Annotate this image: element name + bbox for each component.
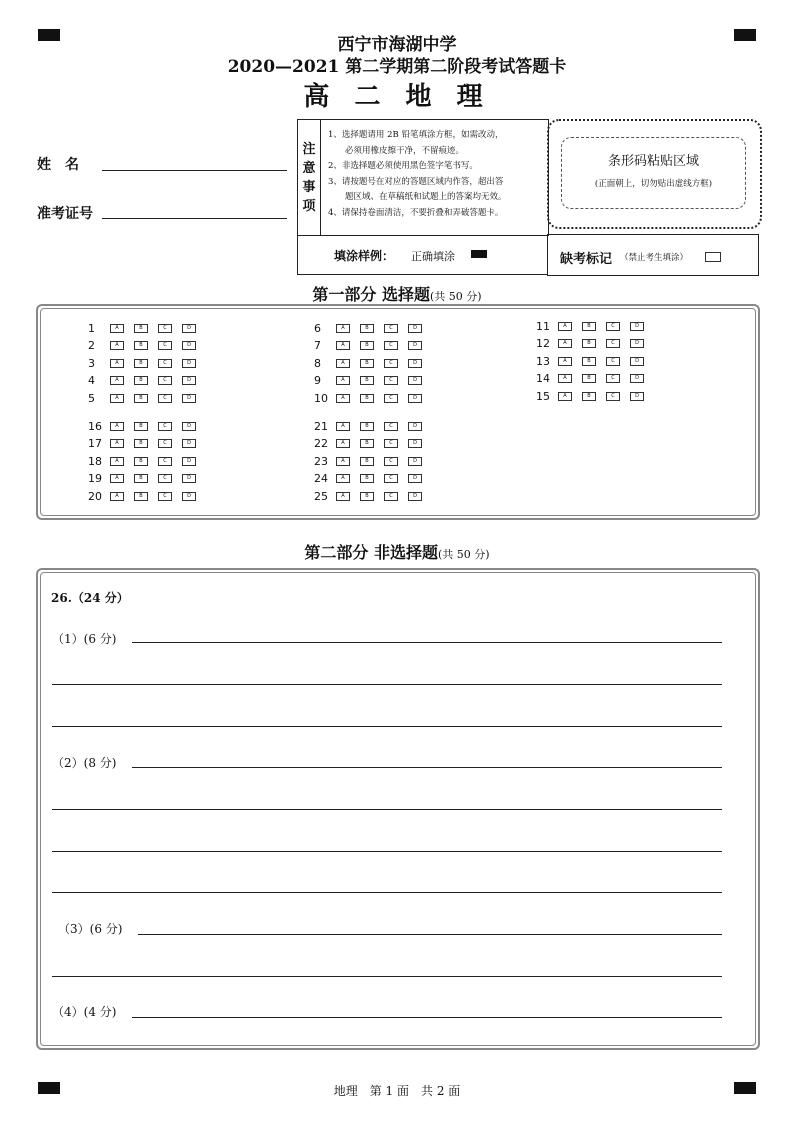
question-number: 8 <box>314 356 321 370</box>
option-bubble-a[interactable]: A <box>336 422 350 431</box>
name-field[interactable] <box>102 169 287 171</box>
option-bubble-d[interactable]: D <box>408 394 422 403</box>
question-number: 12 <box>536 337 550 350</box>
question-number: 17 <box>88 437 102 450</box>
choice-question-row <box>314 418 432 434</box>
choice-question-row <box>314 390 432 406</box>
option-bubble-d[interactable]: D <box>408 341 422 350</box>
option-bubble-a[interactable]: A <box>110 359 124 368</box>
option-bubble-b[interactable]: B <box>360 474 374 483</box>
option-bubble-c[interactable]: C <box>606 339 620 348</box>
choice-question-row <box>314 488 432 504</box>
question-number: 19 <box>88 472 102 485</box>
question-number: 1 <box>88 321 95 335</box>
option-bubble-d[interactable]: D <box>408 422 422 431</box>
question-number: 7 <box>314 339 321 352</box>
question-number: 13 <box>536 354 550 368</box>
option-bubble-d[interactable]: D <box>182 324 196 333</box>
option-bubble-a[interactable]: A <box>336 457 350 466</box>
option-bubble-b[interactable]: B <box>360 422 374 431</box>
option-bubble-a[interactable]: A <box>110 376 124 385</box>
option-bubble-c[interactable]: C <box>158 457 172 466</box>
answer-line[interactable] <box>52 976 722 977</box>
option-bubble-c[interactable]: C <box>384 422 398 431</box>
option-bubble-a[interactable]: A <box>336 474 350 483</box>
option-bubble-a[interactable]: A <box>336 341 350 350</box>
question-number: 11 <box>536 319 550 333</box>
option-bubble-d[interactable]: D <box>630 339 644 348</box>
option-bubble-b[interactable]: B <box>360 439 374 448</box>
option-bubble-d[interactable]: D <box>408 474 422 483</box>
choice-question-row <box>88 338 206 354</box>
option-bubble-b[interactable]: B <box>360 324 374 333</box>
question-number: 10 <box>314 391 328 405</box>
choice-question-row <box>88 355 206 371</box>
absent-checkbox[interactable] <box>705 252 721 262</box>
option-bubble-c[interactable]: C <box>606 357 620 366</box>
question-number: 23 <box>314 454 328 468</box>
option-bubble-d[interactable]: D <box>182 492 196 501</box>
option-bubble-d[interactable]: D <box>182 439 196 448</box>
subject-title: 高 二 地 理 <box>303 82 491 112</box>
option-bubble-c[interactable]: C <box>384 376 398 385</box>
absent-mark-box: 缺考标记 （禁止考生填涂） <box>547 234 759 276</box>
choice-question-row <box>314 436 432 452</box>
choice-question-row <box>314 471 432 487</box>
answer-line[interactable] <box>52 809 722 810</box>
choice-question-row <box>536 336 654 352</box>
question-number: 4 <box>88 374 95 387</box>
option-bubble-a[interactable]: A <box>558 339 572 348</box>
choice-question-row <box>536 353 654 369</box>
option-bubble-c[interactable]: C <box>158 324 172 333</box>
q26-part3-label: （3）(6 分) <box>58 922 123 936</box>
option-bubble-d[interactable]: D <box>408 439 422 448</box>
option-bubble-b[interactable]: B <box>360 341 374 350</box>
choice-question-row <box>314 338 432 354</box>
option-bubble-b[interactable]: B <box>134 422 148 431</box>
id-field[interactable] <box>102 217 287 219</box>
option-bubble-c[interactable]: C <box>606 374 620 383</box>
option-bubble-a[interactable]: A <box>336 324 350 333</box>
fill-sample-box: 填涂样例： 正确填涂 <box>297 234 548 275</box>
option-bubble-b[interactable]: B <box>134 341 148 350</box>
option-bubble-b[interactable]: B <box>582 374 596 383</box>
question-number: 2 <box>88 339 95 352</box>
answer-line[interactable] <box>52 892 722 893</box>
section1-title: 第一部分 选择题(共 50 分) <box>312 285 482 304</box>
option-bubble-a[interactable]: A <box>558 357 572 366</box>
option-bubble-c[interactable]: C <box>158 394 172 403</box>
question-number: 14 <box>536 372 550 385</box>
question-number: 15 <box>536 389 550 403</box>
barcode-inner: 条形码粘贴区域 (正面朝上，切勿贴出虚线方框) <box>561 137 746 209</box>
question-number: 5 <box>88 391 95 405</box>
option-bubble-d[interactable]: D <box>408 457 422 466</box>
choice-question-row <box>88 453 206 469</box>
option-bubble-b[interactable]: B <box>134 324 148 333</box>
option-bubble-d[interactable]: D <box>408 324 422 333</box>
option-bubble-c[interactable]: C <box>158 439 172 448</box>
choice-question-row <box>88 390 206 406</box>
option-bubble-a[interactable]: A <box>336 394 350 403</box>
q26-part4-label: （4）(4 分) <box>52 1005 117 1019</box>
choice-question-row <box>536 371 654 387</box>
option-bubble-c[interactable]: C <box>158 422 172 431</box>
school-name: 西宁市海湖中学 <box>337 35 457 55</box>
option-bubble-a[interactable]: A <box>336 376 350 385</box>
option-bubble-a[interactable]: A <box>336 439 350 448</box>
notice-text: 1、选择题请用 2B 铅笔填涂方框，如需改动， 必须用橡皮擦干净，不留痕迹。 2、非选择题必须使用黑色签字笔书写。 3、请按题号在对应的答题区域内作答，超出答 题区域、在草稿纸和试题上的答案均无效。 4、请保持卷面清洁，不要折叠和弄破答题卡。 <box>328 130 507 218</box>
answer-line[interactable] <box>52 851 722 852</box>
answer-line[interactable] <box>52 726 722 727</box>
question-number: 16 <box>88 419 102 433</box>
option-bubble-c[interactable]: C <box>158 376 172 385</box>
option-bubble-c[interactable]: C <box>384 457 398 466</box>
option-bubble-c[interactable]: C <box>158 359 172 368</box>
option-bubble-b[interactable]: B <box>360 457 374 466</box>
option-bubble-a[interactable]: A <box>558 374 572 383</box>
choice-question-row <box>314 355 432 371</box>
option-bubble-c[interactable]: C <box>384 394 398 403</box>
option-bubble-b[interactable]: B <box>582 392 596 401</box>
answer-line[interactable] <box>52 684 722 685</box>
choice-question-row <box>536 318 654 334</box>
answer-line[interactable] <box>132 767 722 768</box>
option-bubble-c[interactable]: C <box>384 439 398 448</box>
id-label: 准考证号 <box>37 206 93 222</box>
option-bubble-d[interactable]: D <box>182 359 196 368</box>
option-bubble-d[interactable]: D <box>630 392 644 401</box>
option-bubble-b[interactable]: B <box>582 357 596 366</box>
choice-question-row <box>314 320 432 336</box>
option-bubble-c[interactable]: C <box>384 341 398 350</box>
option-bubble-c[interactable]: C <box>158 492 172 501</box>
q26-title: 26.（24 分） <box>51 591 129 605</box>
option-bubble-a[interactable]: A <box>110 324 124 333</box>
answer-line[interactable] <box>138 934 722 935</box>
notice-box <box>297 119 549 236</box>
option-bubble-c[interactable]: C <box>158 341 172 350</box>
choice-question-row <box>314 373 432 389</box>
section2-title: 第二部分 非选择题(共 50 分) <box>304 543 490 562</box>
option-bubble-a[interactable]: A <box>558 322 572 331</box>
option-bubble-d[interactable]: D <box>182 394 196 403</box>
option-bubble-d[interactable]: D <box>182 376 196 385</box>
question-number: 21 <box>314 419 328 433</box>
option-bubble-b[interactable]: B <box>134 439 148 448</box>
option-bubble-c[interactable]: C <box>384 474 398 483</box>
option-bubble-c[interactable]: C <box>384 324 398 333</box>
option-bubble-c[interactable]: C <box>384 492 398 501</box>
choice-question-row <box>88 320 206 336</box>
option-bubble-a[interactable]: A <box>110 422 124 431</box>
choice-question-row <box>536 388 654 404</box>
option-bubble-d[interactable]: D <box>182 474 196 483</box>
answer-line[interactable] <box>132 1017 722 1018</box>
option-bubble-b[interactable]: B <box>360 492 374 501</box>
filled-sample-mark <box>471 250 487 258</box>
option-bubble-d[interactable]: D <box>182 422 196 431</box>
option-bubble-a[interactable]: A <box>336 492 350 501</box>
question-number: 18 <box>88 454 102 468</box>
choice-question-row <box>88 418 206 434</box>
choice-question-row <box>88 471 206 487</box>
choice-question-row <box>88 373 206 389</box>
option-bubble-b[interactable]: B <box>360 376 374 385</box>
question-number: 20 <box>88 489 102 503</box>
option-bubble-d[interactable]: D <box>182 341 196 350</box>
question-number: 25 <box>314 489 328 503</box>
option-bubble-d[interactable]: D <box>408 359 422 368</box>
option-bubble-b[interactable]: B <box>134 457 148 466</box>
option-bubble-c[interactable]: C <box>606 322 620 331</box>
option-bubble-c[interactable]: C <box>606 392 620 401</box>
option-bubble-a[interactable]: A <box>110 439 124 448</box>
option-bubble-d[interactable]: D <box>630 357 644 366</box>
q26-part1-label: （1）(6 分) <box>52 632 117 646</box>
option-bubble-d[interactable]: D <box>182 457 196 466</box>
option-bubble-b[interactable]: B <box>360 394 374 403</box>
option-bubble-a[interactable]: A <box>110 492 124 501</box>
option-bubble-a[interactable]: A <box>558 392 572 401</box>
choice-question-row <box>314 453 432 469</box>
question-number: 3 <box>88 356 95 370</box>
option-bubble-a[interactable]: A <box>110 474 124 483</box>
option-bubble-d[interactable]: D <box>408 376 422 385</box>
option-bubble-b[interactable]: B <box>134 474 148 483</box>
option-bubble-a[interactable]: A <box>110 394 124 403</box>
answer-line[interactable] <box>132 642 722 643</box>
option-bubble-a[interactable]: A <box>110 457 124 466</box>
option-bubble-b[interactable]: B <box>134 376 148 385</box>
name-label: 姓 名 <box>37 157 79 173</box>
option-bubble-c[interactable]: C <box>384 359 398 368</box>
option-bubble-b[interactable]: B <box>134 394 148 403</box>
choice-question-row <box>88 488 206 504</box>
question-number: 9 <box>314 374 321 387</box>
option-bubble-b[interactable]: B <box>360 359 374 368</box>
option-bubble-c[interactable]: C <box>158 474 172 483</box>
option-bubble-d[interactable]: D <box>630 374 644 383</box>
option-bubble-a[interactable]: A <box>110 341 124 350</box>
q26-part2-label: （2）(8 分) <box>52 756 117 770</box>
question-number: 24 <box>314 472 328 485</box>
notice-heading: 注 意 事 项 <box>298 120 321 235</box>
question-number: 22 <box>314 437 328 450</box>
barcode-area <box>547 119 762 229</box>
option-bubble-d[interactable]: D <box>630 322 644 331</box>
option-bubble-b[interactable]: B <box>582 339 596 348</box>
option-bubble-b[interactable]: B <box>134 359 148 368</box>
page-footer: 地理 第 1 面 共 2 面 <box>333 1084 461 1098</box>
option-bubble-d[interactable]: D <box>408 492 422 501</box>
option-bubble-b[interactable]: B <box>582 322 596 331</box>
choice-question-row <box>88 436 206 452</box>
option-bubble-a[interactable]: A <box>336 359 350 368</box>
option-bubble-b[interactable]: B <box>134 492 148 501</box>
question-number: 6 <box>314 321 321 335</box>
exam-title: 2020—2021 第二学期第二阶段考试答题卡 <box>227 57 567 77</box>
